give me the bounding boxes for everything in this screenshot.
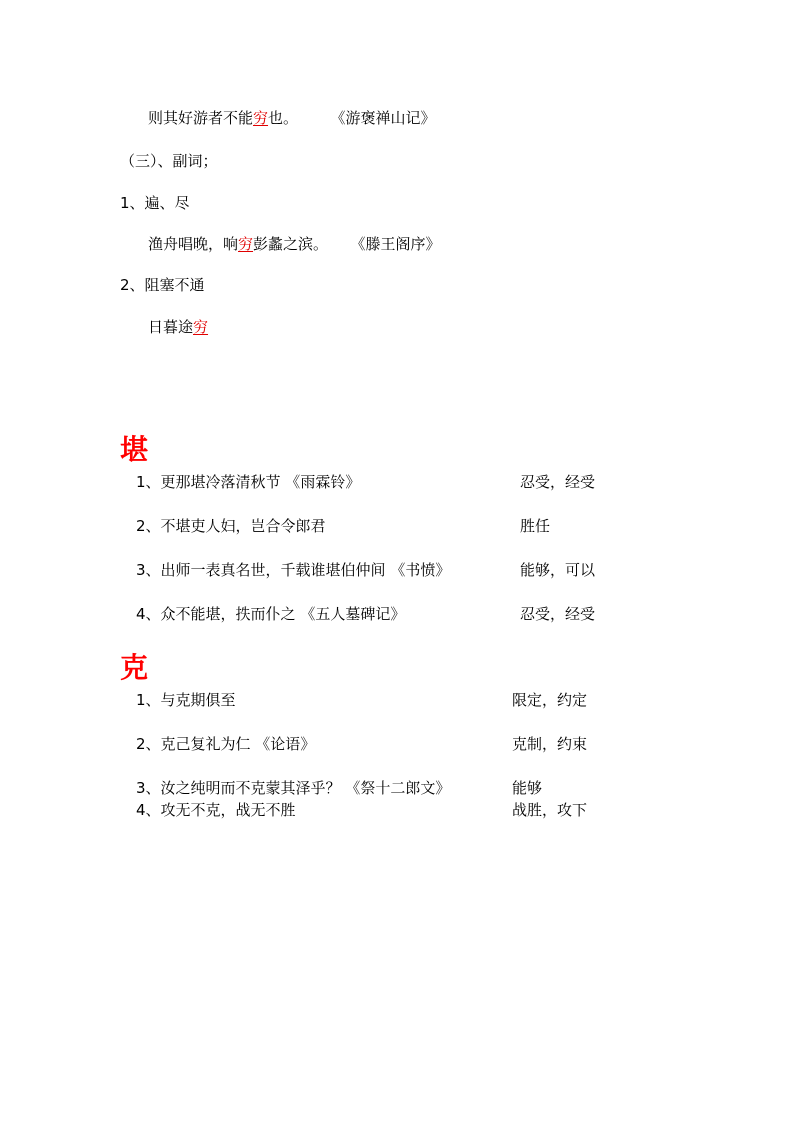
- kan-meaning-1: 忍受，经受: [520, 473, 596, 491]
- example-text: 渔舟唱晚，响: [148, 235, 239, 253]
- kan-meaning-3: 能够，可以: [520, 561, 596, 579]
- kan-meaning-2: 胜任: [520, 517, 551, 535]
- kan-item-3: 3、出师一表真名世，千载谁堪伯仲间 《书愤》: [136, 561, 451, 579]
- source-title: 《游褒禅山记》: [338, 109, 436, 127]
- meaning-heading-1: 1、遍、尽: [120, 194, 190, 212]
- kan-meaning-4: 忍受，经受: [520, 605, 596, 623]
- ke-meaning-1: 限定，约定: [512, 691, 588, 709]
- ke-item-4: 4、攻无不克，战无不胜: [136, 801, 296, 819]
- example-text: 日暮途: [148, 318, 194, 336]
- ke-item-1: 1、与克期俱至: [136, 691, 236, 709]
- ke-meaning-4: 战胜，攻下: [512, 801, 588, 819]
- highlighted-char: 穷: [238, 235, 254, 253]
- example-line-3: [148, 317, 208, 337]
- highlighted-char: 穷: [193, 318, 209, 336]
- kan-item-4: 4、众不能堪，抶而仆之 《五人墓碑记》: [136, 605, 406, 623]
- example-line-1: [148, 108, 436, 128]
- example-text: 则其好游者不能: [148, 109, 254, 127]
- highlighted-char: 穷: [253, 109, 269, 127]
- example-text-end: 彭蠡之滨。: [253, 235, 329, 253]
- source-title: 《滕王阁序》: [358, 235, 441, 253]
- ke-heading: 克: [120, 651, 149, 684]
- ke-item-2: 2、克己复礼为仁 《论语》: [136, 735, 316, 753]
- kan-item-2: 2、不堪吏人妇，岂合令郎君: [136, 517, 326, 535]
- ke-meaning-2: 克制，约束: [512, 735, 588, 753]
- example-text-end: 也。: [268, 109, 299, 127]
- meaning-heading-2: 2、阻塞不通: [120, 276, 205, 294]
- kan-item-1: 1、更那堪冷落清秋节 《雨霖铃》: [136, 473, 361, 491]
- kan-heading: 堪: [120, 433, 149, 466]
- subsection-heading: （三）、副词；: [120, 152, 218, 170]
- ke-meaning-3: 能够: [512, 779, 543, 797]
- example-line-2: [148, 234, 441, 254]
- ke-item-3: 3、汝之纯明而不克蒙其泽乎？ 《祭十二郎文》: [136, 779, 451, 797]
